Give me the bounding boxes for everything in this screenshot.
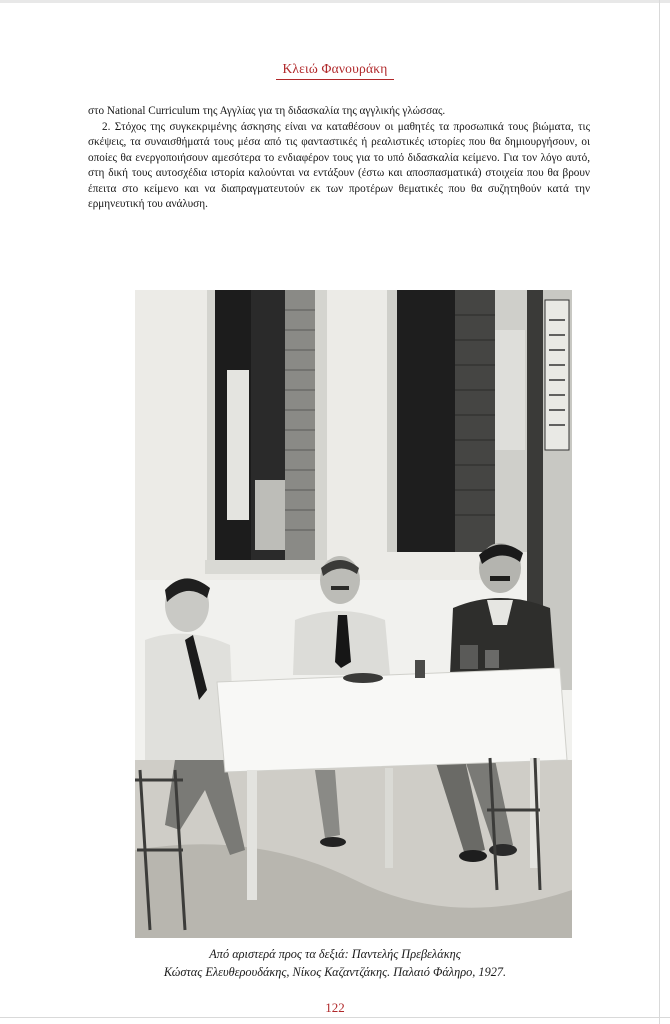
running-header: [0, 60, 670, 80]
photo-caption: [0, 945, 670, 981]
page-bottom-edge: [0, 1017, 670, 1018]
paragraph-continuation: στο National Curriculum της Αγγλίας για τη διδασκαλία της αγγλικής γλώσσας.: [88, 105, 446, 117]
page-number: 122: [325, 1000, 345, 1015]
historical-photograph: [135, 290, 572, 938]
author-name: Κλειώ Φανουράκη: [276, 61, 393, 80]
page-top-edge: [0, 0, 670, 3]
page-right-edge: [659, 0, 660, 1024]
body-text: [88, 104, 590, 213]
photograph-image: [135, 290, 572, 938]
caption-line-1: Από αριστερά προς τα δεξιά: Παντελής Πρεβελάκης: [209, 947, 461, 961]
caption-line-2: Κώστας Ελευθερουδάκης, Νίκος Καζαντζάκης. Παλαιό Φάληρο, 1927.: [163, 965, 507, 979]
paragraph-note-2: 2. Στόχος της συγκεκριμένης άσκησης είναι να καταθέσουν οι μαθητές τα προσωπικά τους βιώματα, τις σκέψεις, τα συναισθήματά τους μέσα από τις φανταστικές ή ρεαλιστικές ιστορίες που θα δημιουργήσουν, οι οποίες θα ενεργοποιήσουν αμεσότερα το ενδιαφέρον τους για το υπό διδασκαλία κείμενο. Για τον λόγο αυτό, στη δική τους αυτοσχέδια ιστορία καλούνται να εντάξουν (έστω και αποσπασματικά) στοιχεία που θα βρουν έπειτα στο κείμενο και να διαπραγματευτούν εκ των προτέρων θεματικές που θα συζητηθούν κατά την ερμηνευτική του ανάλυση.: [88, 120, 590, 210]
